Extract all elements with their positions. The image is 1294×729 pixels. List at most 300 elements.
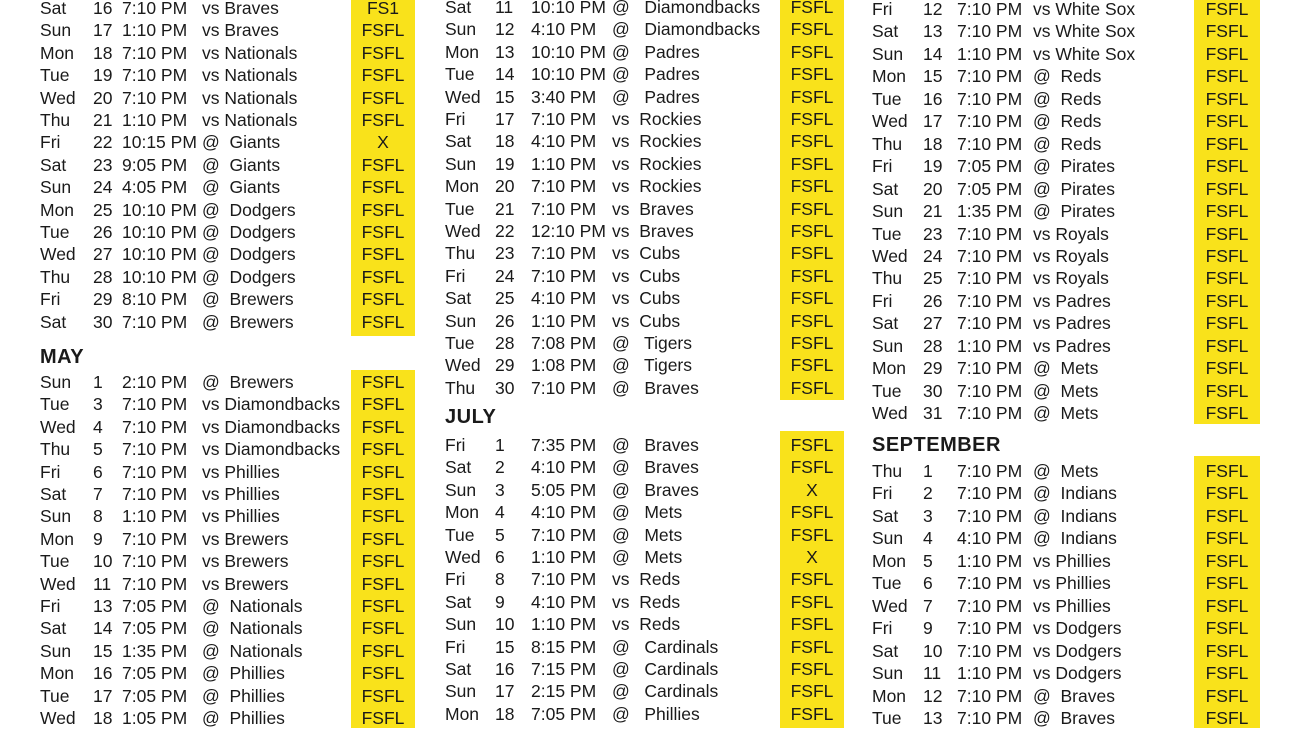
tv-network: FSFL bbox=[361, 154, 405, 175]
game-date: 3 bbox=[495, 479, 505, 500]
game-date: 26 bbox=[923, 290, 943, 311]
game-row bbox=[430, 613, 844, 635]
game-row bbox=[0, 0, 415, 19]
tv-network: FSFL bbox=[790, 636, 834, 657]
game-row bbox=[430, 703, 844, 725]
tv-network: FSFL bbox=[790, 524, 834, 545]
game-opponent: @ Mets bbox=[1033, 358, 1099, 379]
game-row bbox=[860, 550, 1260, 572]
game-row bbox=[430, 434, 844, 456]
game-time: 7:10 PM bbox=[531, 569, 597, 590]
game-time: 7:08 PM bbox=[531, 333, 597, 353]
game-time: 7:05 PM bbox=[531, 703, 597, 724]
game-time: 7:10 PM bbox=[957, 618, 1023, 639]
game-date: 24 bbox=[93, 177, 113, 198]
tv-network: FSFL bbox=[790, 333, 834, 353]
game-day: Wed bbox=[445, 86, 481, 107]
game-day: Tue bbox=[40, 551, 70, 572]
game-date: 25 bbox=[923, 268, 943, 289]
game-time: 7:10 PM bbox=[957, 66, 1023, 87]
game-date: 19 bbox=[93, 65, 113, 86]
game-date: 6 bbox=[93, 461, 103, 482]
game-day: Wed bbox=[872, 403, 908, 424]
game-time: 4:10 PM bbox=[531, 288, 597, 309]
game-opponent: vs Royals bbox=[1033, 245, 1109, 266]
game-row bbox=[430, 658, 844, 680]
month-heading: JULY bbox=[445, 406, 497, 428]
game-day: Sun bbox=[40, 640, 72, 661]
game-opponent: @ Braves bbox=[1033, 685, 1115, 706]
game-date: 14 bbox=[93, 618, 113, 639]
game-row bbox=[0, 505, 415, 527]
game-date: 16 bbox=[495, 659, 515, 679]
game-time: 2:10 PM bbox=[122, 372, 188, 392]
game-time: 7:10 PM bbox=[531, 198, 597, 219]
game-time: 4:05 PM bbox=[122, 177, 188, 198]
game-opponent: @ Giants bbox=[202, 132, 281, 153]
game-day: Sat bbox=[445, 591, 472, 612]
tv-network: FSFL bbox=[361, 222, 405, 242]
game-row bbox=[860, 617, 1260, 639]
tv-network: FSFL bbox=[790, 659, 834, 679]
month-heading: MAY bbox=[40, 346, 85, 368]
game-time: 9:05 PM bbox=[122, 154, 188, 175]
game-day: Thu bbox=[872, 133, 903, 154]
game-row bbox=[860, 20, 1260, 42]
game-day: Sun bbox=[445, 19, 477, 40]
game-time: 7:10 PM bbox=[957, 290, 1023, 311]
game-time: 1:10 PM bbox=[531, 547, 597, 567]
game-day: Sun bbox=[872, 663, 904, 684]
tv-network: FSFL bbox=[790, 457, 834, 478]
game-day: Fri bbox=[40, 461, 61, 482]
game-row bbox=[0, 87, 415, 109]
game-time: 1:10 PM bbox=[957, 550, 1023, 571]
game-row bbox=[0, 19, 415, 41]
game-date: 11 bbox=[923, 663, 942, 684]
game-opponent: vs Nationals bbox=[202, 65, 298, 86]
game-date: 15 bbox=[495, 86, 515, 107]
game-date: 1 bbox=[93, 372, 103, 392]
game-time: 7:10 PM bbox=[122, 416, 188, 437]
tv-network: FSFL bbox=[1205, 21, 1249, 42]
game-day: Mon bbox=[40, 199, 75, 220]
game-day: Fri bbox=[445, 265, 466, 286]
game-day: Tue bbox=[40, 222, 70, 242]
game-day: Tue bbox=[445, 198, 475, 219]
game-date: 28 bbox=[93, 266, 113, 287]
tv-network: FSFL bbox=[1205, 245, 1249, 266]
game-time: 7:10 PM bbox=[957, 88, 1023, 109]
game-row bbox=[0, 371, 415, 393]
game-opponent: vs Braves bbox=[202, 0, 279, 18]
game-day: Tue bbox=[40, 685, 70, 706]
game-day: Tue bbox=[872, 380, 902, 401]
game-date: 18 bbox=[495, 703, 515, 724]
game-opponent: @ Cardinals bbox=[612, 681, 719, 702]
game-date: 29 bbox=[93, 289, 113, 310]
game-time: 7:10 PM bbox=[122, 0, 188, 18]
game-opponent: @ Mets bbox=[612, 502, 683, 523]
game-day: Tue bbox=[872, 88, 902, 109]
game-time: 7:10 PM bbox=[531, 176, 597, 197]
game-day: Thu bbox=[445, 377, 476, 398]
game-time: 1:35 PM bbox=[122, 640, 188, 661]
game-date: 31 bbox=[923, 403, 943, 424]
game-row bbox=[430, 287, 844, 309]
tv-network: FSFL bbox=[1205, 358, 1249, 379]
game-date: 21 bbox=[495, 198, 515, 219]
tv-network: FSFL bbox=[1205, 403, 1249, 424]
game-time: 1:10 PM bbox=[122, 110, 188, 130]
game-date: 23 bbox=[495, 243, 515, 264]
tv-network: FSFL bbox=[361, 20, 405, 41]
game-day: Wed bbox=[40, 416, 76, 437]
game-row bbox=[430, 86, 844, 108]
game-time: 4:10 PM bbox=[531, 131, 597, 152]
game-opponent: vs Rockies bbox=[612, 131, 702, 152]
tv-network: FSFL bbox=[790, 86, 834, 107]
game-date: 17 bbox=[495, 109, 515, 129]
game-row bbox=[0, 550, 415, 572]
tv-network: FSFL bbox=[361, 663, 405, 684]
game-time: 7:10 PM bbox=[957, 111, 1023, 132]
tv-network: X bbox=[806, 547, 818, 567]
game-time: 1:08 PM bbox=[531, 355, 597, 376]
game-opponent: @ Phillies bbox=[612, 703, 700, 724]
game-date: 3 bbox=[923, 505, 933, 526]
game-day: Sat bbox=[445, 288, 472, 309]
game-opponent: @ Reds bbox=[1033, 133, 1102, 154]
game-day: Sun bbox=[445, 479, 477, 500]
game-day: Fri bbox=[872, 0, 893, 19]
game-time: 4:10 PM bbox=[531, 19, 597, 40]
game-row bbox=[860, 88, 1260, 110]
game-row bbox=[860, 223, 1260, 245]
game-time: 1:10 PM bbox=[531, 310, 597, 331]
game-row bbox=[0, 483, 415, 505]
game-row bbox=[0, 109, 415, 131]
game-row bbox=[430, 479, 844, 501]
tv-network: FSFL bbox=[790, 41, 834, 62]
game-time: 10:10 PM bbox=[122, 199, 197, 220]
game-opponent: vs Cubs bbox=[612, 265, 681, 286]
game-opponent: @ Indians bbox=[1033, 483, 1117, 504]
game-opponent: vs Reds bbox=[612, 591, 681, 612]
game-date: 27 bbox=[923, 313, 943, 334]
game-opponent: @ Padres bbox=[612, 41, 700, 62]
game-day: Sun bbox=[445, 310, 477, 331]
tv-network: FSFL bbox=[361, 87, 405, 108]
game-opponent: vs Phillies bbox=[202, 506, 280, 527]
tv-network: FSFL bbox=[1205, 178, 1249, 199]
game-opponent: vs Reds bbox=[612, 569, 681, 590]
game-date: 13 bbox=[923, 21, 943, 42]
game-time: 1:10 PM bbox=[122, 506, 188, 527]
game-row bbox=[860, 335, 1260, 357]
game-day: Wed bbox=[40, 573, 76, 594]
tv-network: FSFL bbox=[361, 177, 405, 198]
game-date: 21 bbox=[93, 110, 113, 130]
game-day: Sat bbox=[872, 178, 899, 199]
game-day: Thu bbox=[40, 439, 71, 460]
game-row bbox=[0, 640, 415, 662]
game-time: 4:10 PM bbox=[531, 457, 597, 478]
game-opponent: vs Braves bbox=[202, 20, 279, 41]
game-date: 8 bbox=[495, 569, 505, 590]
game-opponent: @ Pirates bbox=[1033, 156, 1115, 177]
game-time: 8:15 PM bbox=[531, 636, 597, 657]
game-row bbox=[860, 505, 1260, 527]
game-opponent: vs Diamondbacks bbox=[202, 416, 341, 437]
tv-network: FSFL bbox=[1205, 156, 1249, 177]
game-date: 16 bbox=[93, 663, 113, 684]
game-time: 7:10 PM bbox=[531, 243, 597, 264]
tv-network: FSFL bbox=[1205, 483, 1249, 504]
game-date: 23 bbox=[93, 154, 113, 175]
game-date: 5 bbox=[93, 439, 103, 460]
game-opponent: vs Rockies bbox=[612, 109, 702, 129]
game-row bbox=[860, 0, 1260, 20]
game-time: 7:10 PM bbox=[957, 358, 1023, 379]
game-row bbox=[860, 133, 1260, 155]
game-row bbox=[860, 178, 1260, 200]
game-row bbox=[0, 438, 415, 460]
game-row bbox=[430, 41, 844, 63]
game-row bbox=[430, 332, 844, 354]
game-time: 7:10 PM bbox=[957, 707, 1023, 728]
game-day: Tue bbox=[40, 394, 70, 415]
game-opponent: @ Giants bbox=[202, 154, 281, 175]
game-opponent: @ Reds bbox=[1033, 66, 1102, 87]
game-row bbox=[0, 393, 415, 415]
game-row bbox=[430, 175, 844, 197]
tv-network: FSFL bbox=[361, 311, 405, 332]
game-opponent: @ Mets bbox=[1033, 403, 1099, 424]
game-row bbox=[430, 354, 844, 376]
tv-network: FSFL bbox=[1205, 595, 1249, 616]
game-time: 7:05 PM bbox=[957, 156, 1023, 177]
game-day: Tue bbox=[445, 64, 475, 85]
game-time: 7:10 PM bbox=[957, 245, 1023, 266]
game-opponent: vs Brewers bbox=[202, 528, 289, 549]
game-opponent: @ Diamondbacks bbox=[612, 0, 761, 17]
game-time: 4:10 PM bbox=[531, 591, 597, 612]
game-row bbox=[0, 528, 415, 550]
game-day: Sun bbox=[872, 43, 904, 64]
tv-network: FSFL bbox=[1205, 505, 1249, 526]
game-day: Sat bbox=[445, 659, 472, 679]
game-time: 7:10 PM bbox=[531, 265, 597, 286]
game-date: 8 bbox=[93, 506, 103, 527]
tv-network: FSFL bbox=[1205, 313, 1249, 334]
game-time: 7:05 PM bbox=[122, 596, 188, 616]
game-date: 24 bbox=[923, 245, 943, 266]
game-day: Mon bbox=[445, 41, 480, 62]
game-day: Fri bbox=[445, 569, 466, 590]
game-date: 10 bbox=[93, 551, 113, 572]
game-day: Mon bbox=[40, 528, 75, 549]
game-opponent: @ Mets bbox=[1033, 380, 1099, 401]
game-time: 7:10 PM bbox=[122, 528, 188, 549]
game-time: 7:10 PM bbox=[957, 640, 1023, 661]
game-opponent: vs Nationals bbox=[202, 110, 298, 130]
game-day: Mon bbox=[872, 550, 907, 571]
game-date: 9 bbox=[495, 591, 505, 612]
game-opponent: @ Tigers bbox=[612, 355, 693, 376]
game-day: Sun bbox=[445, 614, 477, 635]
tv-network: FSFL bbox=[790, 265, 834, 286]
game-opponent: vs Rockies bbox=[612, 176, 702, 197]
game-day: Fri bbox=[445, 109, 466, 129]
game-time: 7:10 PM bbox=[122, 461, 188, 482]
tv-network: FSFL bbox=[790, 288, 834, 309]
game-date: 22 bbox=[495, 221, 515, 241]
game-time: 7:10 PM bbox=[957, 21, 1023, 42]
game-row bbox=[0, 288, 415, 310]
game-date: 26 bbox=[495, 310, 515, 331]
tv-network: FSFL bbox=[1205, 268, 1249, 289]
game-time: 7:10 PM bbox=[957, 483, 1023, 504]
game-opponent: vs White Sox bbox=[1033, 21, 1136, 42]
game-date: 26 bbox=[93, 222, 113, 242]
tv-network: FSFL bbox=[790, 435, 834, 455]
game-opponent: vs Braves bbox=[612, 221, 694, 241]
game-date: 9 bbox=[923, 618, 933, 639]
game-opponent: @ Indians bbox=[1033, 528, 1117, 549]
game-opponent: vs Rockies bbox=[612, 153, 702, 174]
game-time: 7:05 PM bbox=[122, 685, 188, 706]
game-opponent: @ Nationals bbox=[202, 640, 303, 661]
tv-network: FSFL bbox=[361, 372, 405, 392]
game-date: 18 bbox=[93, 708, 113, 728]
game-opponent: vs Dodgers bbox=[1033, 663, 1122, 684]
game-time: 7:10 PM bbox=[957, 403, 1023, 424]
game-row bbox=[860, 110, 1260, 132]
game-opponent: vs Royals bbox=[1033, 268, 1109, 289]
game-opponent: @ Braves bbox=[612, 479, 699, 500]
game-day: Tue bbox=[872, 573, 902, 594]
game-opponent: @ Reds bbox=[1033, 88, 1102, 109]
game-day: Thu bbox=[40, 266, 71, 287]
game-date: 2 bbox=[495, 457, 505, 478]
game-date: 22 bbox=[93, 132, 113, 153]
game-opponent: @ Brewers bbox=[202, 289, 294, 310]
tv-network: FSFL bbox=[790, 569, 834, 590]
game-date: 5 bbox=[923, 550, 933, 571]
game-day: Sun bbox=[40, 177, 72, 198]
game-day: Fri bbox=[872, 290, 893, 311]
game-time: 1:10 PM bbox=[531, 153, 597, 174]
game-time: 7:35 PM bbox=[531, 435, 597, 455]
game-opponent: @ Phillies bbox=[202, 708, 285, 728]
game-row bbox=[0, 221, 415, 243]
tv-network: FSFL bbox=[361, 484, 405, 504]
tv-network: FSFL bbox=[1205, 223, 1249, 244]
game-date: 15 bbox=[495, 636, 515, 657]
game-opponent: @ Padres bbox=[612, 86, 700, 107]
game-row bbox=[860, 267, 1260, 289]
game-row bbox=[430, 524, 844, 546]
game-day: Sun bbox=[872, 335, 904, 356]
game-date: 30 bbox=[923, 380, 943, 401]
game-opponent: @ Dodgers bbox=[202, 222, 296, 242]
game-date: 17 bbox=[923, 111, 943, 132]
tv-network: FSFL bbox=[1205, 133, 1249, 154]
game-date: 19 bbox=[923, 156, 943, 177]
game-opponent: vs Dodgers bbox=[1033, 618, 1122, 639]
game-opponent: vs Brewers bbox=[202, 551, 289, 572]
game-opponent: @ Braves bbox=[1033, 707, 1115, 728]
game-opponent: @ Mets bbox=[612, 547, 683, 567]
game-opponent: @ Cardinals bbox=[612, 659, 719, 679]
game-opponent: @ Nationals bbox=[202, 596, 303, 616]
tv-network: FSFL bbox=[790, 377, 834, 398]
game-row bbox=[860, 200, 1260, 222]
tv-network: FSFL bbox=[1205, 290, 1249, 311]
tv-network: FSFL bbox=[361, 394, 405, 415]
game-day: Mon bbox=[872, 358, 907, 379]
game-time: 10:10 PM bbox=[531, 0, 606, 17]
game-row bbox=[860, 482, 1260, 504]
tv-network: FSFL bbox=[361, 199, 405, 220]
game-date: 11 bbox=[495, 0, 514, 17]
tv-network: FSFL bbox=[361, 551, 405, 572]
game-opponent: vs Cubs bbox=[612, 243, 681, 264]
game-date: 7 bbox=[93, 484, 103, 504]
tv-network: FSFL bbox=[361, 708, 405, 728]
game-time: 7:10 PM bbox=[122, 87, 188, 108]
game-day: Fri bbox=[872, 483, 893, 504]
tv-network: FSFL bbox=[790, 243, 834, 264]
game-date: 16 bbox=[93, 0, 113, 18]
game-row bbox=[0, 131, 415, 153]
tv-network: FSFL bbox=[361, 289, 405, 310]
game-date: 30 bbox=[495, 377, 515, 398]
game-opponent: @ Brewers bbox=[202, 372, 294, 392]
tv-network: X bbox=[377, 132, 389, 153]
game-date: 18 bbox=[923, 133, 943, 154]
game-opponent: vs Braves bbox=[612, 198, 694, 219]
tv-network: FSFL bbox=[790, 681, 834, 702]
game-time: 7:10 PM bbox=[122, 551, 188, 572]
game-day: Sun bbox=[445, 681, 477, 702]
game-row bbox=[0, 199, 415, 221]
game-date: 18 bbox=[495, 131, 515, 152]
game-opponent: vs Phillies bbox=[202, 461, 280, 482]
game-opponent: @ Indians bbox=[1033, 505, 1117, 526]
game-time: 7:10 PM bbox=[957, 268, 1023, 289]
game-opponent: @ Nationals bbox=[202, 618, 303, 639]
tv-network: FSFL bbox=[790, 502, 834, 523]
game-time: 3:40 PM bbox=[531, 86, 597, 107]
game-row bbox=[430, 0, 844, 18]
tv-network: FSFL bbox=[361, 416, 405, 437]
game-date: 15 bbox=[923, 66, 943, 87]
game-date: 20 bbox=[495, 176, 515, 197]
game-date: 18 bbox=[93, 42, 113, 63]
game-day: Mon bbox=[872, 66, 907, 87]
game-time: 10:15 PM bbox=[122, 132, 197, 153]
game-opponent: @ Cardinals bbox=[612, 636, 719, 657]
game-time: 12:10 PM bbox=[531, 221, 606, 241]
game-time: 7:10 PM bbox=[957, 0, 1023, 19]
game-day: Sun bbox=[40, 372, 72, 392]
game-opponent: @ Mets bbox=[1033, 461, 1099, 481]
game-time: 7:10 PM bbox=[957, 573, 1023, 594]
game-opponent: @ Diamondbacks bbox=[612, 19, 761, 40]
game-opponent: @ Phillies bbox=[202, 663, 285, 684]
